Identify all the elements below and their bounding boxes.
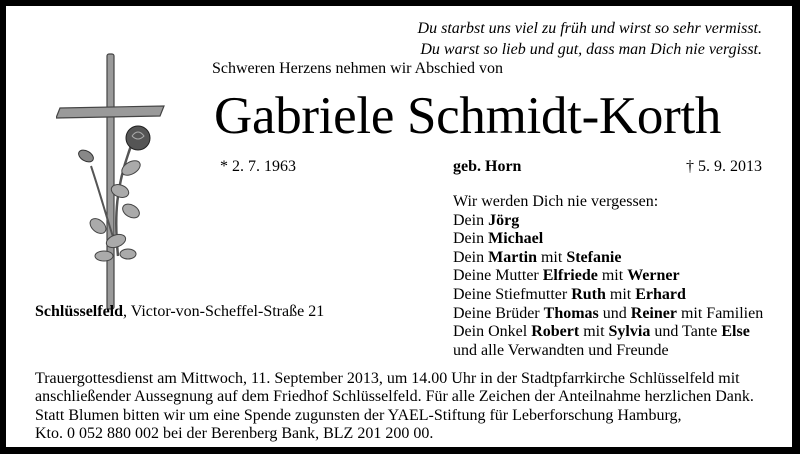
mourner-line: [453, 286, 763, 305]
footer-line: Statt Blumen bitten wir um eine Spende zugunsten der YAEL-Stiftung für Leberforschung Hamburg,: [35, 406, 682, 424]
mourner-text: Deine Brüder: [453, 304, 544, 322]
death-date: † 5. 9. 2013: [686, 158, 762, 175]
intro-text: Schweren Herzens nehmen wir Abschied von: [212, 60, 504, 77]
footer-line: Trauergottesdienst am Mittwoch, 11. September 2013, um 14.00 Uhr in der Stadtpfarrkirche Schlüsselfeld mit: [35, 370, 740, 387]
mourner-line: [453, 230, 763, 249]
deceased-name: Gabriele Schmidt-Korth: [214, 87, 722, 145]
mourners-list: [453, 193, 763, 360]
mourner-text: Dein: [453, 211, 489, 229]
mourner-text: Deine Stiefmutter: [453, 285, 572, 303]
mourner-line: [453, 342, 763, 361]
mourner-text: mit Familien: [676, 304, 764, 322]
verse-line: Du starbst uns viel zu früh und wirst so sehr vermisst.: [417, 20, 762, 37]
mourner-text: mit: [579, 323, 609, 341]
footer-line: Kto. 0 052 880 002 bei der Berenberg Bank, BLZ 201 200 00.: [35, 424, 434, 442]
birth-date: * 2. 7. 1963: [220, 158, 296, 175]
mourner-name: Stefanie: [566, 248, 622, 266]
mourner-text: und: [598, 304, 631, 322]
maiden-name: geb. Horn: [453, 158, 522, 175]
mourner-text: mit: [597, 267, 628, 285]
footer-line: anschließender Aussegnung auf dem Friedhof Schlüsselfeld. Für alle Zeichen der Anteilnahme herzlichen Dank.: [35, 388, 754, 406]
mourner-name: Thomas: [543, 304, 599, 322]
mourner-name: Elfriede: [542, 267, 598, 285]
mourner-line: [453, 323, 763, 342]
mourner-name: Martin: [488, 248, 537, 266]
mourner-text: mit: [605, 285, 636, 303]
mourner-name: Erhard: [635, 285, 686, 303]
mourner-text: und Tante: [650, 323, 722, 341]
service-info: [35, 370, 754, 443]
mourner-text: Dein: [453, 230, 489, 248]
list-heading: Wir werden Dich nie vergessen:: [453, 193, 659, 210]
mourner-name: Werner: [627, 267, 680, 285]
address-town: Schlüsselfeld: [35, 303, 124, 320]
mourner-name: Jörg: [488, 211, 520, 229]
verse: [418, 18, 762, 60]
mourner-line: [453, 212, 763, 231]
mourner-text: Deine Mutter: [453, 267, 543, 285]
mourner-name: Ruth: [571, 285, 606, 303]
mourner-name: Michael: [488, 230, 544, 248]
mourner-line: [453, 305, 763, 324]
mourner-line: [453, 267, 763, 286]
mourner-name: Reiner: [630, 304, 677, 322]
mourner-name: Else: [721, 323, 750, 341]
mourner-line: [453, 249, 763, 268]
cross-with-rose-icon: [56, 46, 176, 311]
mourner-text: und alle Verwandten und Freunde: [453, 341, 669, 359]
mourner-name: Robert: [531, 323, 580, 341]
address: [35, 303, 324, 321]
mourner-text: Dein: [453, 248, 489, 266]
address-street: , Victor-von-Scheffel-Straße 21: [123, 303, 325, 320]
verse-line: Du warst so lieb und gut, dass man Dich nie vergisst.: [420, 41, 762, 58]
obituary-notice: [6, 6, 792, 447]
mourner-name: Sylvia: [608, 323, 651, 341]
mourner-text: mit: [536, 248, 567, 266]
mourner-text: Dein Onkel: [453, 323, 532, 341]
